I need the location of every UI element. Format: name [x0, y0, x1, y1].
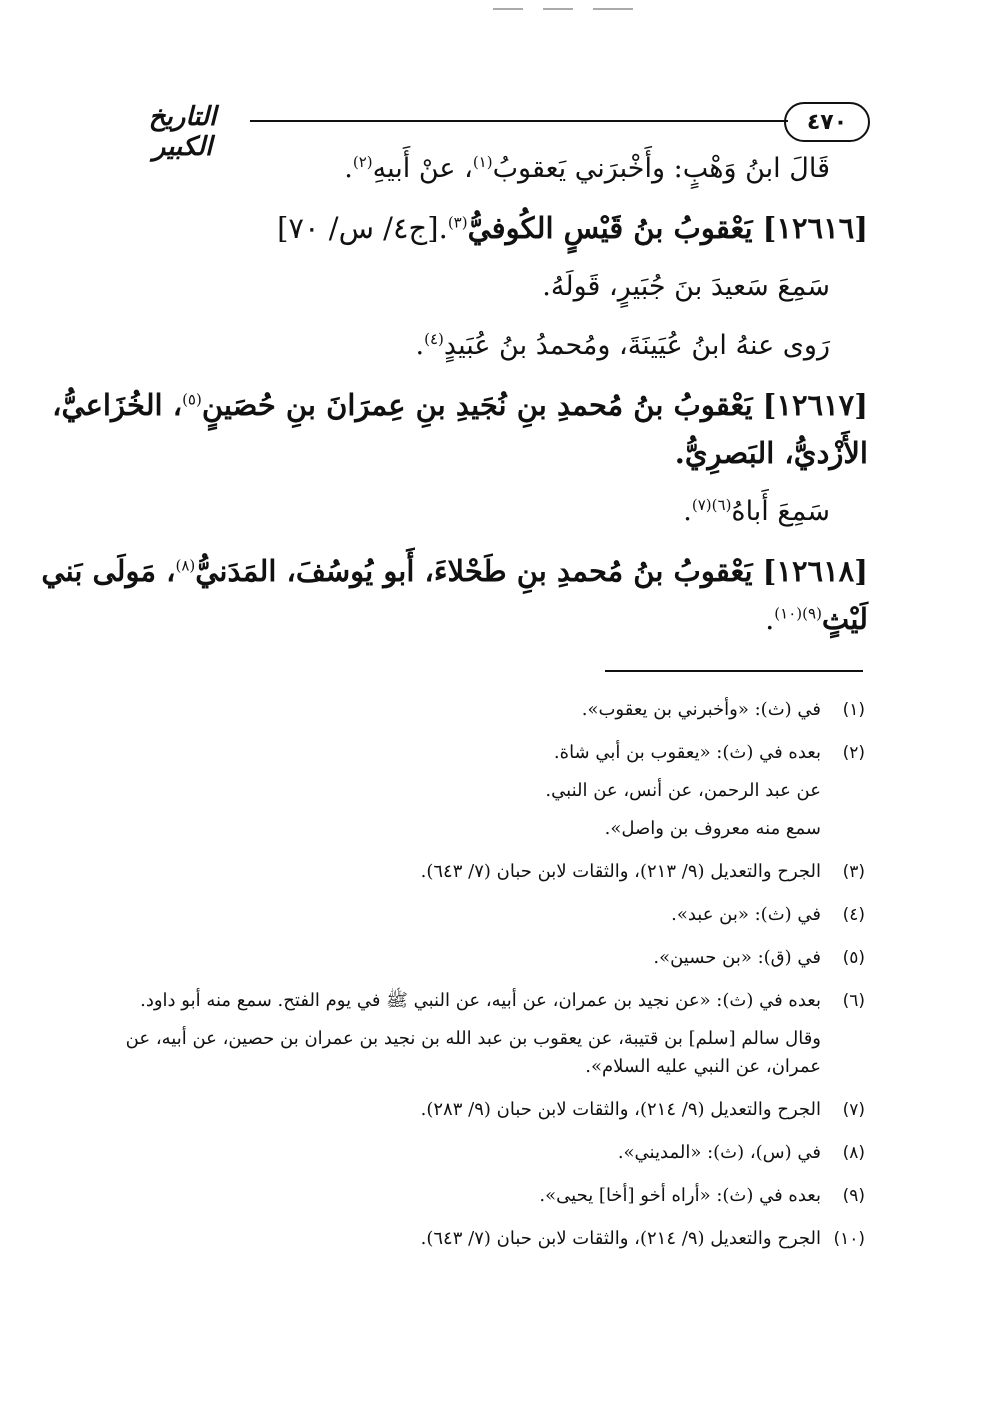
- entry-title-cont: ، مَولَى بَني: [41, 554, 176, 588]
- entry-title: [١٢٦١٧] يَعْقوبُ بنُ مُحمدِ بنِ نُجَيدِ بنِ عِمرَانَ بنِ حُصَينٍ: [201, 388, 868, 422]
- footnote-text: [113, 987, 821, 1081]
- text-run: سَمِعَ أَباهُ: [731, 496, 830, 527]
- footnote-line: في (ث): «بن عبد».: [671, 904, 821, 925]
- footnote-line: عن عبد الرحمن، عن أنس، عن النبي.: [545, 780, 821, 801]
- footnote-text: [113, 901, 821, 929]
- footnote-ref-8[interactable]: (٨): [175, 556, 196, 575]
- entry-heading-12618: [41, 554, 868, 588]
- footnote-line: بعده في (ث): «أراه أخو [أخا] يحيى».: [539, 1185, 821, 1206]
- footnote-ref-1[interactable]: (١): [472, 153, 493, 171]
- narration-line: [113, 152, 868, 186]
- footnote-line: سمع منه معروف بن واصل».: [604, 818, 821, 839]
- footnote-number: (٤): [842, 905, 865, 925]
- footnote-ref-6-7[interactable]: (٦)(٧): [691, 496, 732, 514]
- footnote-ref-5[interactable]: (٥): [182, 390, 202, 409]
- footnote-ref-9-10[interactable]: (٩)(١٠): [774, 604, 822, 623]
- footnote-number: (٧): [842, 1100, 865, 1120]
- footnote-divider: [605, 670, 863, 672]
- footnote-line: في (س)، (ث): «المديني».: [617, 1142, 821, 1163]
- footnote-number: (١٠): [833, 1229, 865, 1249]
- footnote-line: وقال سالم [سلم] بن قتيبة، عن يعقوب بن عبد الله بن نجيد بن عمران بن حصين، عن أبيه، عن عمران، عن النبي عليه السلام».: [125, 1028, 821, 1077]
- text-run: ، عنْ أَبيهِ: [372, 153, 473, 184]
- footnote: [113, 901, 865, 929]
- footnote-text: [113, 1225, 821, 1253]
- scan-artifact-marks: [0, 8, 983, 14]
- entry-title-cont: لَيْثٍ: [821, 602, 868, 636]
- footnote: [113, 739, 865, 843]
- footnote: [113, 944, 865, 972]
- text-run: .: [683, 496, 692, 527]
- footnote-line: الجرح والتعديل (٩/ ٢١٤)، والثقات لابن حبان (٧/ ٦٤٣).: [420, 1228, 821, 1249]
- entry-heading-12616: [113, 211, 868, 245]
- footnote-text: [113, 1182, 821, 1210]
- footnote-line: بعده في (ث): «عن نجيد بن عمران، عن أبيه، عن النبي ﷺ في يوم الفتح. سمع منه أبو داود.: [140, 990, 821, 1011]
- footnote: [113, 1139, 865, 1167]
- entry-text-line: [113, 329, 868, 363]
- entry-title: [١٢٦١٨] يَعْقوبُ بنُ مُحمدِ بنِ طَحْلاءَ، أَبو يُوسُفَ، المَدَنيُّ: [195, 554, 868, 588]
- footnote-line: الجرح والتعديل (٩/ ٢١٤)، والثقات لابن حبان (٩/ ٢٨٣).: [420, 1099, 821, 1120]
- footnote: [113, 987, 865, 1081]
- entry-text-line: سَمِعَ سَعيدَ بنَ جُبَيرٍ، قَولَهُ.: [542, 271, 830, 302]
- footnote: [113, 1182, 865, 1210]
- manuscript-ref: .[ج٤/ س/ ٧٠]: [277, 211, 448, 245]
- text-run: رَوى عنهُ ابنُ عُيَينَةَ، ومُحمدُ بنُ عُبَيدٍ: [443, 330, 830, 361]
- footnote-number: (٩): [842, 1186, 865, 1206]
- book-title: التاريخ الكبير: [148, 102, 217, 162]
- footnote-ref-2[interactable]: (٢): [352, 153, 373, 171]
- entry-title: [١٢٦١٦] يَعْقوبُ بنُ قَيْسٍ الكُوفيُّ: [467, 211, 868, 245]
- footnote-text: [113, 944, 821, 972]
- footnote-text: [113, 739, 821, 843]
- footnote: [113, 1096, 865, 1124]
- footnote: [113, 696, 865, 724]
- footnote: [113, 1225, 865, 1253]
- footnote-line: في (ث): «وأخبرني بن يعقوب».: [581, 699, 821, 720]
- footnote-text: [113, 1096, 821, 1124]
- header-rule: [250, 120, 788, 122]
- footnote: [113, 858, 865, 886]
- footnote-number: (٢): [842, 743, 865, 763]
- entry-heading-12617: [52, 388, 868, 422]
- running-header: [115, 100, 870, 162]
- footnote-ref-3[interactable]: (٣): [447, 213, 468, 232]
- footnotes: [113, 696, 865, 1268]
- text-run: .: [415, 330, 425, 361]
- entry-title-cont: ، الخُزَاعيُّ،: [52, 388, 183, 422]
- text-run: .: [765, 602, 775, 636]
- footnote-number: (٥): [842, 948, 865, 968]
- footnote-text: [113, 858, 821, 886]
- footnote-text: [113, 696, 821, 724]
- footnote-number: (٦): [842, 991, 865, 1011]
- footnote-line: في (ق): «بن حسين».: [653, 947, 821, 968]
- entry-heading-continuation: [113, 436, 868, 470]
- footnote-line: الجرح والتعديل (٩/ ٢١٣)، والثقات لابن حبان (٧/ ٦٤٣).: [420, 861, 821, 882]
- footnote-text: [113, 1139, 821, 1167]
- footnote-number: (٨): [842, 1143, 865, 1163]
- entry-text-line: [113, 495, 868, 529]
- text-run: .: [344, 153, 353, 184]
- page-number: ٤٧٠: [784, 102, 870, 142]
- footnote-ref-4[interactable]: (٤): [424, 330, 444, 348]
- footnote-line: بعده في (ث): «يعقوب بن أبي شاة.: [553, 742, 821, 763]
- main-text: [41, 152, 868, 661]
- footnote-number: (٣): [842, 862, 865, 882]
- text-run: قَالَ ابنُ وَهْبٍ: وأَخْبرَني يَعقوبُ: [492, 153, 830, 184]
- footnote-number: (١): [842, 700, 865, 720]
- entry-heading-continuation: [113, 602, 868, 636]
- entry-title-cont: الأَزْديُّ، البَصرِيُّ.: [674, 436, 868, 470]
